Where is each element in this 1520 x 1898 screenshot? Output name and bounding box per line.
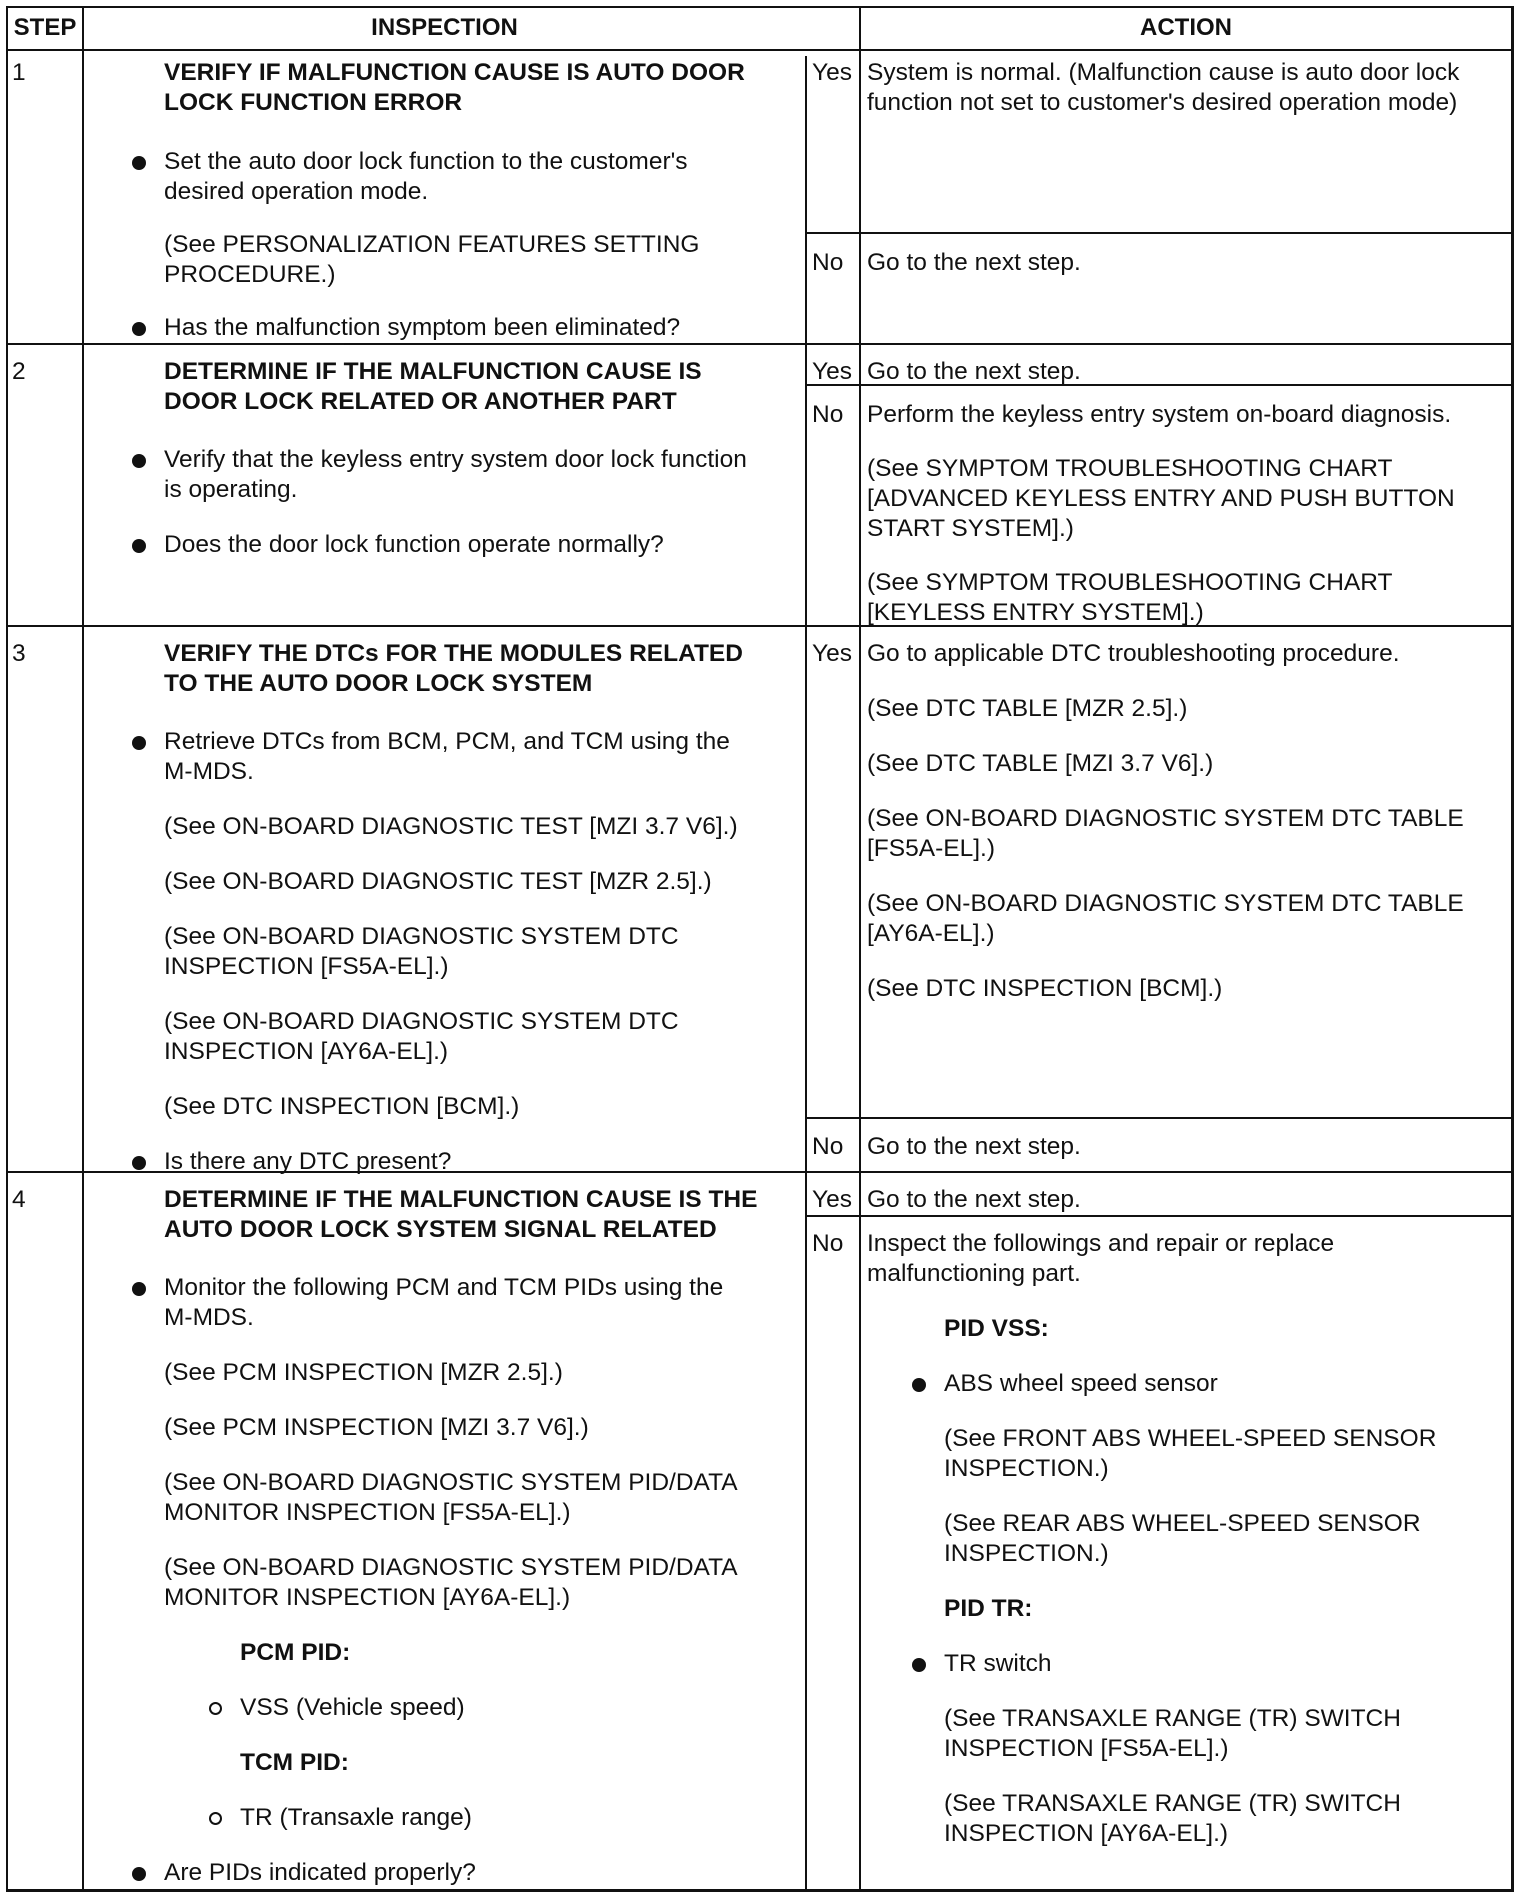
step-1-yes-label: Yes bbox=[812, 59, 852, 86]
step-2-yes-label: Yes bbox=[812, 358, 852, 385]
step-1-ref-line-1: (See PERSONALIZATION FEATURES SETTING bbox=[164, 231, 700, 258]
bullet-icon bbox=[132, 1867, 146, 1881]
step-4-ref-4-line-2: MONITOR INSPECTION [AY6A-EL].) bbox=[164, 1584, 571, 1611]
step-2-no-ref-1-line-3: START SYSTEM].) bbox=[867, 515, 1074, 542]
step-4-tr-ref-2-line-2: INSPECTION [AY6A-EL].) bbox=[944, 1820, 1229, 1847]
step-3-yes-ref-3-line-1: (See ON-BOARD DIAGNOSTIC SYSTEM DTC TABLE bbox=[867, 805, 1464, 832]
bullet-icon bbox=[912, 1658, 926, 1672]
step-1-title-line-1: VERIFY IF MALFUNCTION CAUSE IS AUTO DOOR bbox=[164, 59, 745, 86]
yesno-rule-1 bbox=[805, 232, 1514, 234]
step-3-yes-ref-1: (See DTC TABLE [MZR 2.5].) bbox=[867, 695, 1188, 722]
step-3-no-label: No bbox=[812, 1133, 844, 1160]
yesno-rule-4 bbox=[805, 1215, 1514, 1217]
step-2-no-ref-1-line-2: [ADVANCED KEYLESS ENTRY AND PUSH BUTTON bbox=[867, 485, 1455, 512]
step-3-ref-3-line-2: INSPECTION [FS5A-EL].) bbox=[164, 953, 449, 980]
step-3-bullet-1-line-2: M-MDS. bbox=[164, 758, 254, 785]
step-4-bullet-1-line-1: Monitor the following PCM and TCM PIDs using the bbox=[164, 1274, 724, 1301]
step-4-vss-ref-1-line-2: INSPECTION.) bbox=[944, 1455, 1109, 1482]
step-1-title-line-2: LOCK FUNCTION ERROR bbox=[164, 89, 463, 116]
step-2-yes-text: Go to the next step. bbox=[867, 358, 1081, 385]
bullet-icon bbox=[132, 1156, 146, 1170]
step-4-tr-ref-1-line-2: INSPECTION [FS5A-EL].) bbox=[944, 1735, 1229, 1762]
step-4-tr-item: TR switch bbox=[944, 1650, 1052, 1677]
table-border-left bbox=[6, 6, 8, 1892]
step-4-no-line-2: malfunctioning part. bbox=[867, 1260, 1081, 1287]
step-4-no-line-1: Inspect the followings and repair or replace bbox=[867, 1230, 1335, 1257]
troubleshooting-table bbox=[6, 6, 1514, 1892]
step-4-tcm-pid-heading: TCM PID: bbox=[240, 1749, 349, 1776]
step-3-yes-label: Yes bbox=[812, 640, 852, 667]
bullet-icon bbox=[132, 156, 146, 170]
step-1-ref-line-2: PROCEDURE.) bbox=[164, 261, 336, 288]
step-3-no-text: Go to the next step. bbox=[867, 1133, 1081, 1160]
step-4-pid-vss-heading: PID VSS: bbox=[944, 1315, 1049, 1342]
step-4-yes-label: Yes bbox=[812, 1186, 852, 1213]
header-step: STEP bbox=[13, 14, 77, 41]
step-4-no-label: No bbox=[812, 1230, 844, 1257]
table-border-bottom bbox=[6, 1889, 1514, 1892]
table-border-right bbox=[1511, 6, 1514, 1892]
divider-step bbox=[82, 6, 84, 1892]
step-3-yes-ref-5: (See DTC INSPECTION [BCM].) bbox=[867, 975, 1223, 1002]
step-3-ref-4-line-1: (See ON-BOARD DIAGNOSTIC SYSTEM DTC bbox=[164, 1008, 679, 1035]
step-2-no-label: No bbox=[812, 401, 844, 428]
yesno-rule-3 bbox=[805, 1117, 1514, 1119]
row-rule-1 bbox=[6, 343, 1514, 345]
step-3-ref-1: (See ON-BOARD DIAGNOSTIC TEST [MZI 3.7 V6].) bbox=[164, 813, 738, 840]
step-4-tr-ref-2-line-1: (See TRANSAXLE RANGE (TR) SWITCH bbox=[944, 1790, 1401, 1817]
step-4-yes-text: Go to the next step. bbox=[867, 1186, 1081, 1213]
step-3-ref-5: (See DTC INSPECTION [BCM].) bbox=[164, 1093, 520, 1120]
table-border-top bbox=[6, 6, 1514, 8]
step-1-yes-line-1: System is normal. (Malfunction cause is auto door lock bbox=[867, 59, 1460, 86]
header-inspection: INSPECTION bbox=[371, 14, 518, 41]
step-3-yes-ref-2: (See DTC TABLE [MZI 3.7 V6].) bbox=[867, 750, 1214, 777]
step-4-vss-item: ABS wheel speed sensor bbox=[944, 1370, 1218, 1397]
step-4-ref-3-line-2: MONITOR INSPECTION [FS5A-EL].) bbox=[164, 1499, 571, 1526]
step-1-number: 1 bbox=[12, 59, 26, 86]
step-4-vss-ref-2-line-1: (See REAR ABS WHEEL-SPEED SENSOR bbox=[944, 1510, 1421, 1537]
step-4-title-line-1: DETERMINE IF THE MALFUNCTION CAUSE IS THE bbox=[164, 1186, 758, 1213]
circle-bullet-icon bbox=[209, 1702, 222, 1715]
step-4-tr-ref-1-line-1: (See TRANSAXLE RANGE (TR) SWITCH bbox=[944, 1705, 1401, 1732]
step-2-no-line-1: Perform the keyless entry system on-board diagnosis. bbox=[867, 401, 1452, 428]
step-3-bullet-2: Is there any DTC present? bbox=[164, 1148, 452, 1175]
step-4-vss-ref-2-line-2: INSPECTION.) bbox=[944, 1540, 1109, 1567]
step-3-ref-2: (See ON-BOARD DIAGNOSTIC TEST [MZR 2.5].) bbox=[164, 868, 712, 895]
step-3-yes-ref-4-line-2: [AY6A-EL].) bbox=[867, 920, 995, 947]
header-rule bbox=[6, 49, 1514, 51]
step-4-vss-ref-1-line-1: (See FRONT ABS WHEEL-SPEED SENSOR bbox=[944, 1425, 1437, 1452]
step-3-ref-3-line-1: (See ON-BOARD DIAGNOSTIC SYSTEM DTC bbox=[164, 923, 679, 950]
step-4-bullet-1-line-2: M-MDS. bbox=[164, 1304, 254, 1331]
header-action: ACTION bbox=[1140, 14, 1232, 41]
step-1-yes-line-2: function not set to customer's desired operation mode) bbox=[867, 89, 1458, 116]
step-2-no-ref-2-line-2: [KEYLESS ENTRY SYSTEM].) bbox=[867, 599, 1204, 626]
step-2-bullet-2: Does the door lock function operate normally? bbox=[164, 531, 664, 558]
step-2-title-line-1: DETERMINE IF THE MALFUNCTION CAUSE IS bbox=[164, 358, 702, 385]
step-4-pid-tr-heading: PID TR: bbox=[944, 1595, 1033, 1622]
step-4-tcm-pid-item: TR (Transaxle range) bbox=[240, 1804, 472, 1831]
bullet-icon bbox=[132, 736, 146, 750]
step-3-number: 3 bbox=[12, 640, 26, 667]
divider-action bbox=[859, 6, 861, 1892]
step-1-no-text: Go to the next step. bbox=[867, 249, 1081, 276]
step-3-title-line-2: TO THE AUTO DOOR LOCK SYSTEM bbox=[164, 670, 593, 697]
row-rule-2 bbox=[6, 625, 1514, 627]
step-2-no-ref-2-line-1: (See SYMPTOM TROUBLESHOOTING CHART bbox=[867, 569, 1393, 596]
step-4-ref-3-line-1: (See ON-BOARD DIAGNOSTIC SYSTEM PID/DATA bbox=[164, 1469, 738, 1496]
step-4-number: 4 bbox=[12, 1186, 26, 1213]
step-3-bullet-1-line-1: Retrieve DTCs from BCM, PCM, and TCM using the bbox=[164, 728, 730, 755]
step-2-bullet-1-line-1: Verify that the keyless entry system door lock function bbox=[164, 446, 747, 473]
step-3-title-line-1: VERIFY THE DTCs FOR THE MODULES RELATED bbox=[164, 640, 743, 667]
step-4-pcm-pid-item: VSS (Vehicle speed) bbox=[240, 1694, 465, 1721]
step-2-no-ref-1-line-1: (See SYMPTOM TROUBLESHOOTING CHART bbox=[867, 455, 1393, 482]
bullet-icon bbox=[132, 322, 146, 336]
bullet-icon bbox=[912, 1378, 926, 1392]
step-4-title-line-2: AUTO DOOR LOCK SYSTEM SIGNAL RELATED bbox=[164, 1216, 717, 1243]
step-2-title-line-2: DOOR LOCK RELATED OR ANOTHER PART bbox=[164, 388, 677, 415]
step-3-yes-ref-3-line-2: [FS5A-EL].) bbox=[867, 835, 995, 862]
step-4-ref-2: (See PCM INSPECTION [MZI 3.7 V6].) bbox=[164, 1414, 589, 1441]
step-2-bullet-1-line-2: is operating. bbox=[164, 476, 298, 503]
bullet-icon bbox=[132, 1282, 146, 1296]
step-4-pcm-pid-heading: PCM PID: bbox=[240, 1639, 351, 1666]
divider-inspection bbox=[805, 56, 807, 1892]
step-1-no-label: No bbox=[812, 249, 844, 276]
step-4-ref-4-line-1: (See ON-BOARD DIAGNOSTIC SYSTEM PID/DATA bbox=[164, 1554, 738, 1581]
circle-bullet-icon bbox=[209, 1812, 222, 1825]
step-3-yes-ref-4-line-1: (See ON-BOARD DIAGNOSTIC SYSTEM DTC TABLE bbox=[867, 890, 1464, 917]
step-1-bullet-1-line-2: desired operation mode. bbox=[164, 178, 429, 205]
step-2-number: 2 bbox=[12, 358, 26, 385]
step-3-yes-line-1: Go to applicable DTC troubleshooting procedure. bbox=[867, 640, 1400, 667]
step-3-ref-4-line-2: INSPECTION [AY6A-EL].) bbox=[164, 1038, 449, 1065]
bullet-icon bbox=[132, 454, 146, 468]
step-1-bullet-2: Has the malfunction symptom been eliminated? bbox=[164, 314, 681, 341]
step-4-bullet-2: Are PIDs indicated properly? bbox=[164, 1859, 476, 1886]
step-1-bullet-1-line-1: Set the auto door lock function to the customer's bbox=[164, 148, 688, 175]
step-4-ref-1: (See PCM INSPECTION [MZR 2.5].) bbox=[164, 1359, 563, 1386]
bullet-icon bbox=[132, 539, 146, 553]
